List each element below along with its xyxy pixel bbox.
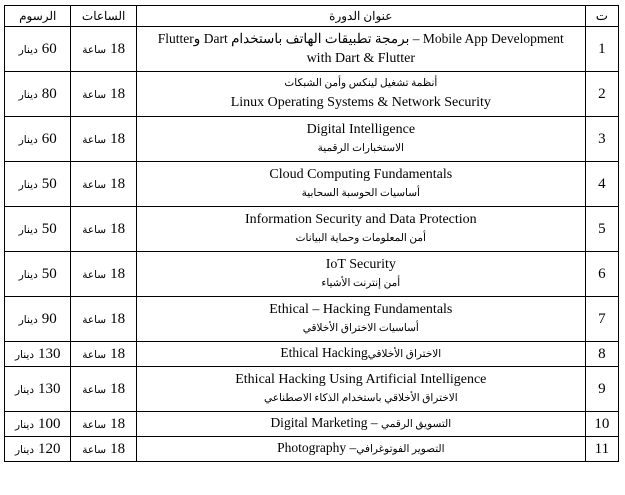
course-title-line1: Mobile App Development – برمجة تطبيقات الهاتف باستخدام Dart وFlutter bbox=[157, 31, 564, 46]
table-row bbox=[5, 367, 619, 412]
course-hours bbox=[71, 297, 136, 342]
row-number: 2 bbox=[585, 72, 618, 117]
course-title bbox=[136, 162, 585, 207]
row-number: 5 bbox=[585, 207, 618, 252]
course-title-line1: Ethical – Hacking Fundamentals bbox=[269, 302, 453, 317]
row-number: 8 bbox=[585, 342, 618, 367]
header-fees: الرسوم bbox=[5, 6, 71, 27]
header-num: ت bbox=[585, 6, 618, 27]
course-title-line2: أمن المعلومات وحماية البيانات bbox=[295, 233, 426, 244]
course-hours bbox=[71, 437, 136, 462]
course-title-line1: Ethical Hacking Using Artificial Intelligence bbox=[235, 372, 487, 387]
course-title-en: Photography – bbox=[277, 440, 357, 455]
fee-value: 50 bbox=[41, 266, 57, 282]
fee-value: 60 bbox=[41, 131, 57, 147]
course-title-ar: الاختراق الأخلاقي bbox=[367, 349, 442, 360]
row-number: 7 bbox=[585, 297, 618, 342]
hours-unit: ساعة bbox=[82, 270, 107, 281]
fee-value: 80 bbox=[41, 86, 57, 102]
course-hours bbox=[71, 72, 136, 117]
course-fee bbox=[5, 207, 71, 252]
course-title-line1: IoT Security bbox=[325, 257, 396, 272]
hours-unit: ساعة bbox=[82, 135, 107, 146]
hours-unit: ساعة bbox=[82, 225, 107, 236]
course-title-line2: أساسيات الحوسبة السحابية bbox=[301, 188, 420, 199]
course-fee bbox=[5, 252, 71, 297]
course-title bbox=[136, 72, 585, 117]
course-hours bbox=[71, 412, 136, 437]
hours-unit: ساعة bbox=[82, 90, 107, 101]
hours-value: 18 bbox=[110, 41, 126, 57]
fee-unit: دينار bbox=[18, 270, 38, 281]
table-row bbox=[5, 117, 619, 162]
table-row bbox=[5, 207, 619, 252]
fee-value: 90 bbox=[41, 311, 57, 327]
hours-unit: ساعة bbox=[82, 315, 107, 326]
course-title-line1: Cloud Computing Fundamentals bbox=[269, 167, 453, 182]
fee-value: 60 bbox=[41, 41, 57, 57]
course-hours bbox=[71, 252, 136, 297]
fee-unit: دينار bbox=[18, 135, 38, 146]
row-number: 10 bbox=[585, 412, 618, 437]
hours-unit: ساعة bbox=[82, 385, 107, 396]
fee-unit: دينار bbox=[18, 225, 38, 236]
header-hours: الساعات bbox=[71, 6, 136, 27]
course-title bbox=[136, 412, 585, 437]
course-title bbox=[136, 342, 585, 367]
fee-value: 50 bbox=[41, 176, 57, 192]
course-title-en: Ethical Hacking bbox=[280, 345, 368, 360]
fee-value: 120 bbox=[38, 441, 61, 457]
course-title-line2: الاختراق الأخلاقي باستخدام الذكاء الاصطناعي bbox=[263, 393, 458, 404]
hours-value: 18 bbox=[110, 346, 126, 362]
row-number: 4 bbox=[585, 162, 618, 207]
course-title bbox=[136, 117, 585, 162]
table-row bbox=[5, 412, 619, 437]
course-title-line1: Information Security and Data Protection bbox=[244, 212, 477, 227]
hours-unit: ساعة bbox=[82, 445, 107, 456]
fee-unit: دينار bbox=[18, 90, 38, 101]
table-row bbox=[5, 252, 619, 297]
fee-value: 130 bbox=[38, 381, 61, 397]
course-hours bbox=[71, 117, 136, 162]
course-fee bbox=[5, 437, 71, 462]
header-title: عنوان الدورة bbox=[136, 6, 585, 27]
table-row bbox=[5, 342, 619, 367]
row-number: 1 bbox=[585, 27, 618, 72]
course-title-line2: أساسيات الاختراق الأخلاقي bbox=[302, 323, 419, 334]
fee-unit: دينار bbox=[14, 350, 34, 361]
courses-table bbox=[4, 5, 619, 462]
course-title bbox=[136, 27, 585, 72]
course-fee bbox=[5, 297, 71, 342]
course-hours bbox=[71, 207, 136, 252]
table-row bbox=[5, 27, 619, 72]
hours-value: 18 bbox=[110, 131, 126, 147]
course-title-ar: التسويق الرقمي bbox=[381, 419, 452, 430]
course-fee bbox=[5, 27, 71, 72]
fee-value: 50 bbox=[41, 221, 57, 237]
course-title-line1: أنظمة تشغيل لينكس وأمن الشبكات bbox=[284, 78, 438, 89]
course-title-line1: Digital Intelligence bbox=[306, 122, 416, 137]
hours-unit: ساعة bbox=[82, 45, 107, 56]
fee-unit: دينار bbox=[14, 385, 34, 396]
course-hours bbox=[71, 162, 136, 207]
hours-value: 18 bbox=[110, 86, 126, 102]
course-title bbox=[136, 437, 585, 462]
course-title-ar: التصوير الفوتوغرافي bbox=[356, 444, 445, 455]
hours-value: 18 bbox=[110, 381, 126, 397]
course-title-line2: أمن إنترنت الأشياء bbox=[321, 278, 401, 289]
table-row bbox=[5, 437, 619, 462]
course-fee bbox=[5, 367, 71, 412]
hours-value: 18 bbox=[110, 311, 126, 327]
course-title bbox=[136, 367, 585, 412]
row-number: 3 bbox=[585, 117, 618, 162]
hours-value: 18 bbox=[110, 221, 126, 237]
fee-unit: دينار bbox=[18, 180, 38, 191]
fee-value: 100 bbox=[38, 416, 61, 432]
hours-value: 18 bbox=[110, 441, 126, 457]
course-hours bbox=[71, 27, 136, 72]
course-hours bbox=[71, 342, 136, 367]
table-row bbox=[5, 297, 619, 342]
hours-unit: ساعة bbox=[82, 180, 107, 191]
course-title bbox=[136, 252, 585, 297]
fee-value: 130 bbox=[38, 346, 61, 362]
fee-unit: دينار bbox=[14, 445, 34, 456]
course-fee bbox=[5, 342, 71, 367]
course-title-line2: الاستخبارات الرقمية bbox=[317, 143, 404, 154]
hours-value: 18 bbox=[110, 416, 126, 432]
row-number: 11 bbox=[585, 437, 618, 462]
fee-unit: دينار bbox=[18, 315, 38, 326]
course-fee bbox=[5, 162, 71, 207]
hours-unit: ساعة bbox=[82, 350, 107, 361]
course-title-en: Digital Marketing – bbox=[270, 415, 378, 430]
hours-value: 18 bbox=[110, 266, 126, 282]
course-title bbox=[136, 207, 585, 252]
table-row bbox=[5, 162, 619, 207]
row-number: 6 bbox=[585, 252, 618, 297]
row-number: 9 bbox=[585, 367, 618, 412]
course-hours bbox=[71, 367, 136, 412]
course-fee bbox=[5, 117, 71, 162]
hours-unit: ساعة bbox=[82, 420, 107, 431]
fee-unit: دينار bbox=[18, 45, 38, 56]
course-title-line2: with Dart & Flutter bbox=[306, 51, 416, 66]
course-title bbox=[136, 297, 585, 342]
table-row bbox=[5, 72, 619, 117]
course-title-line2: Linux Operating Systems & Network Security bbox=[230, 95, 491, 110]
course-fee bbox=[5, 72, 71, 117]
fee-unit: دينار bbox=[14, 420, 34, 431]
hours-value: 18 bbox=[110, 176, 126, 192]
course-fee bbox=[5, 412, 71, 437]
header-row bbox=[5, 6, 619, 27]
